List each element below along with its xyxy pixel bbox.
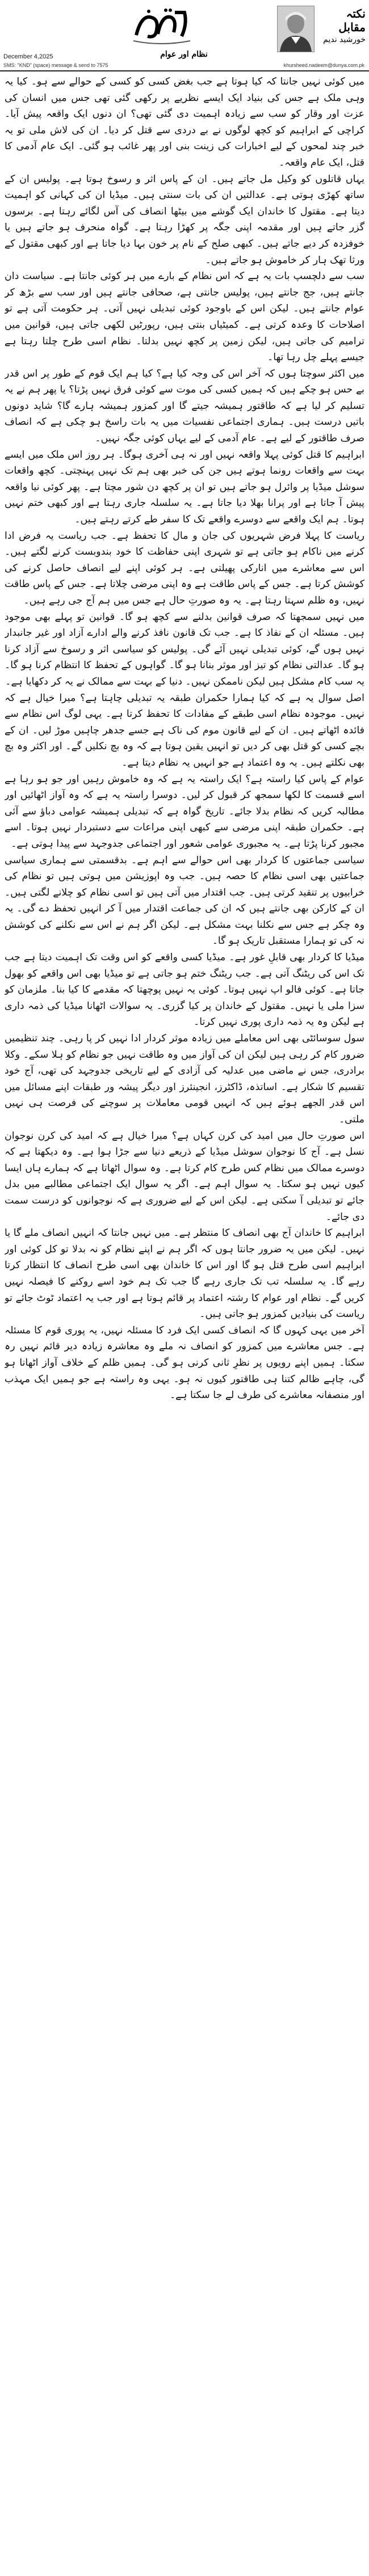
article-paragraph: آخر میں یہی کہوں گا کہ انصاف کسی ایک فرد کا مسئلہ نہیں، یہ پوری قوم کا مسئلہ ہے۔ جس معاشرے میں کمزور کو انصاف نہ ملے وہ معاشرہ زیادہ دیر قائم نہیں رہ سکتا۔ ہمیں اپنے رویوں پر نظرِ ثانی کرنی ہو گی۔ ہمیں ظلم کے خلاف آواز اٹھانا ہو گی، چاہے ظالم کتنا ہی طاقتور کیوں نہ ہو۔ یہی وہ راستہ ہے جو ہمیں ایک مہذب اور منصفانہ معاشرے کی طرف لے جا سکتا ہے۔ <box>5 1324 364 1401</box>
article-paragraph: اس صورتِ حال میں امید کی کرن کہاں ہے؟ میرا خیال ہے کہ امید کی کرن نوجوان نسل ہے۔ آج کا نوجوان سوشل میڈیا کے ذریعے دنیا سے جڑا ہوا ہے۔ وہ دیکھتا ہے کہ دوسرے ممالک میں نظام کس طرح کام کرتا ہے۔ وہ سوال اٹھاتا ہے کہ ہمارے ہاں ایسا کیوں نہیں ہو سکتا۔ یہ سوال اہم ہے۔ اگر یہ سوال ایک اجتماعی مطالبے میں بدل جائے تو تبدیلی آ سکتی ہے۔ لیکن اس کے لیے ضروری ہے کہ نوجوانوں کو درست سمت دی جائے۔ <box>5 1130 364 1223</box>
column-header <box>0 0 369 68</box>
article-paragraph: سب سے دلچسپ بات یہ ہے کہ اس نظام کے بارے میں ہر کوئی جانتا ہے۔ سیاست دان جانتے ہیں، جج جانتے ہیں، پولیس جانتی ہے، صحافی جانتے ہیں اور سب سے بڑھ کر عوام جانتے ہیں۔ لیکن اس کے باوجود کوئی تبدیلی نہیں آتی۔ ہر حکومت آتی ہے تو اصلاحات کا وعدہ کرتی ہے۔ کمیٹیاں بنتی ہیں، رپورٹیں لکھی جاتی ہیں، قوانین میں ترامیم کی جاتی ہیں، لیکن زمین پر کچھ نہیں بدلتا۔ نظام اسی طرح چلتا رہتا ہے جیسے پہلے چل رہا تھا۔ <box>5 271 364 364</box>
article-paragraph: سیاسی جماعتوں کا کردار بھی اس حوالے سے اہم ہے۔ بدقسمتی سے ہماری سیاسی جماعتیں بھی اسی نظام کا حصہ ہیں۔ جب وہ اپوزیشن میں ہوتی ہیں تو نظام کی خرابیوں پر تنقید کرتی ہیں۔ جب اقتدار میں آتی ہیں تو اسی نظام کو چلانے لگتی ہیں۔ ان کے کارکن بھی جانتے ہیں کہ ان کی جماعت اقتدار میں آ کر انہیں تحفظ دے گی۔ یہ وہ چکر ہے جس سے نکلنا بہت مشکل ہے۔ لیکن اگر ہم نے اس سے نکلنے کی کوشش نہ کی تو ہمارا مستقبل تاریک ہو گا۔ <box>5 854 364 947</box>
article-paragraph: میں کوئی نہیں جانتا کہ کیا ہوتا ہے جب بغض کسی کو کسی کے حوالے سے ہو۔ کیا یہ وہی ملک ہے جس کی بنیاد ایک ایسے نظریے پر رکھی گئی تھی جس میں انسان کی عزت اور وقار کو سب سے زیادہ اہمیت دی گئی تھی؟ ان دنوں ایک واقعہ پیش آیا۔ کراچی کے ابراہیم کو کچھ لوگوں نے بے دردی سے قتل کر دیا۔ ان کی لاش ملی تو یہ خبر چند لمحوں کے لیے اخبارات کی زینت بنی اور پھر غائب ہو گئی۔ ایک عام آدمی کا قتل، ایک عام واقعہ۔ <box>5 76 364 168</box>
article-paragraph: یہاں قاتلوں کو وکیل مل جاتے ہیں۔ ان کے پاس اثر و رسوخ ہوتا ہے۔ پولیس ان کے ساتھ کھڑی ہوتی ہے۔ عدالتیں ان کی بات سنتی ہیں۔ میڈیا ان کی کہانی کو اہمیت دیتا ہے۔ مقتول کا خاندان ایک گوشے میں بیٹھا انصاف کی آس لگائے رہتا ہے۔ برسوں گزر جاتے ہیں اور مقدمہ اپنی جگہ پر کھڑا رہتا ہے۔ گواہ منحرف ہو جاتے ہیں یا خوفزدہ کر دیے جاتے ہیں۔ کبھی صلح کے نام پر خون بہا دیا جاتا ہے اور کبھی مقتول کے ورثا تھک ہار کر خاموش ہو جاتے ہیں۔ <box>5 173 364 266</box>
dunya-logo-icon <box>131 1 193 48</box>
author-block <box>213 2 366 54</box>
article-headline: نظام اور عوام <box>160 50 208 59</box>
header-divider <box>0 70 369 71</box>
article-paragraph: میں اکثر سوچتا ہوں کہ آخر اس کی وجہ کیا ہے؟ کیا ہم ایک قوم کے طور پر اس قدر بے حس ہو چکے ہیں کہ ہمیں کسی کی موت سے کوئی فرق نہیں پڑتا؟ یا پھر ہم نے یہ تسلیم کر لیا ہے کہ طاقتور ہمیشہ جیتے گا اور کمزور ہمیشہ ہارے گا؟ شاید دونوں باتیں درست ہیں۔ ہماری اجتماعی نفسیات میں یہ بات راسخ ہو چکی ہے کہ انصاف صرف طاقتور کے لیے ہے۔ عام آدمی کے لیے یہاں کوئی جگہ نہیں۔ <box>5 368 364 445</box>
author-photo <box>277 6 315 52</box>
article-paragraph: ابراہیم کا قتل کوئی پہلا واقعہ نہیں اور نہ ہی آخری ہوگا۔ ہر روز اس ملک میں ایسے بہت سے واقعات رونما ہوتے ہیں جن کی خبر بھی ہم تک نہیں پہنچتی۔ کچھ واقعات سوشل میڈیا پر وائرل ہو جاتے ہیں تو ان پر کچھ دن شور مچتا ہے۔ پھر کوئی نیا واقعہ پیش آ جاتا ہے اور پرانا بھلا دیا جاتا ہے۔ یہ سلسلہ جاری رہتا ہے اور کبھی ختم نہیں ہوتا۔ ہم ایک واقعے سے دوسرے واقعے تک کا سفر طے کرتے رہتے ہیں۔ <box>5 449 364 526</box>
author-name-label: خورشید ندیم <box>323 35 366 44</box>
author-portrait-icon <box>278 6 314 52</box>
author-email-link[interactable]: khursheed.nadeem@dunya.com.pk <box>283 62 364 68</box>
column-name-label: نکتہ مقابل <box>338 7 366 34</box>
article-paragraph: ابراہیم کا خاندان آج بھی انصاف کا منتظر ہے۔ میں نہیں جانتا کہ انہیں انصاف ملے گا یا نہیں۔ لیکن میں یہ ضرور جانتا ہوں کہ اگر ہم نے اپنے نظام کو نہ بدلا تو کل کوئی اور ابراہیم اسی طرح قتل ہو گا اور اس کا خاندان بھی اسی طرح انصاف کا انتظار کرتا رہے گا۔ یہ سلسلہ تب تک جاری رہے گا جب تک ہم خود اسے روکنے کا فیصلہ نہیں کریں گے۔ نظام اور عوام کا رشتہ اعتماد پر قائم ہوتا ہے اور جب یہ اعتماد ٹوٹ جائے تو ریاست کی بنیادیں کمزور ہو جاتی ہیں۔ <box>5 1227 364 1320</box>
article-paragraph: عوام کے پاس کیا راستہ ہے؟ ایک راستہ یہ ہے کہ وہ خاموش رہیں اور جو ہو رہا ہے اسے قسمت کا لکھا سمجھ کر قبول کر لیں۔ دوسرا راستہ یہ ہے کہ وہ آواز اٹھائیں اور مطالبہ کریں کہ نظام بدلا جائے۔ تاریخ گواہ ہے کہ تبدیلی ہمیشہ عوامی دباؤ سے آئی ہے۔ حکمران طبقہ اپنی مرضی سے کبھی اپنی مراعات سے دستبردار نہیں ہوتا۔ اسے مجبور کرنا پڑتا ہے۔ یہ مجبوری عوامی شعور اور اجتماعی جدوجہد سے پیدا ہوتی ہے۔ <box>5 773 364 850</box>
article-paragraph: اصل سوال یہ ہے کہ کیا ہمارا حکمران طبقہ یہ تبدیلی چاہتا ہے؟ میرا خیال ہے کہ نہیں۔ موجودہ نظام اسی طبقے کے مفادات کا تحفظ کرتا ہے۔ یہی لوگ اس نظام سے فائدہ اٹھاتے ہیں۔ ان کے لیے قانون موم کی ناک ہے جسے جدھر چاہیں موڑ لیں۔ ان کے بچے کسی کو قتل بھی کر دیں تو انہیں یقین ہوتا ہے کہ وہ بچ نکلیں گے۔ اور اکثر وہ بچ بھی نکلتے ہیں۔ یہ وہ اعتماد ہے جو انہیں یہ نظام دیتا ہے۔ <box>5 692 364 768</box>
sms-instructions: SMS: "KND" (space) message & send to 7575 <box>3 62 108 68</box>
newspaper-logo[interactable] <box>131 1 193 48</box>
article-paragraph: سول سوسائٹی بھی اس معاملے میں زیادہ موثر کردار ادا نہیں کر پا رہی۔ چند تنظیمیں ضرور کام کر رہی ہیں لیکن ان کی آواز میں وہ طاقت نہیں جو نظام کو ہلا سکے۔ وکلا برادری، جس نے ماضی میں عدلیہ کی آزادی کے لیے تاریخی جدوجہد کی تھی، آج خود تقسیم کا شکار ہے۔ اساتذہ، ڈاکٹرز، انجینئرز اور دیگر پیشہ ور طبقات اپنے مسائل میں اس قدر الجھے ہوئے ہیں کہ انہیں قومی معاملات پر سوچنے کی فرصت ہی نہیں ملتی۔ <box>5 1033 364 1125</box>
article-paragraph: میڈیا کا کردار بھی قابلِ غور ہے۔ میڈیا کسی واقعے کو اس وقت تک اہمیت دیتا ہے جب تک اس کی ریٹنگ آتی ہے۔ جب ریٹنگ ختم ہو جاتی ہے تو میڈیا بھی اس واقعے کو بھول جاتا ہے۔ کوئی فالو اپ نہیں ہوتا۔ کوئی یہ نہیں پوچھتا کہ مقدمے کا کیا بنا۔ ملزمان کو سزا ملی یا نہیں۔ مقتول کے خاندان پر کیا گزری۔ یہ سوالات اٹھانا میڈیا کی ذمہ داری ہے لیکن وہ یہ ذمہ داری پوری نہیں کرتا۔ <box>5 952 364 1028</box>
publication-date: December 4,2025 <box>3 53 53 60</box>
article-paragraph: ریاست کا پہلا فرض شہریوں کی جان و مال کا تحفظ ہے۔ جب ریاست یہ فرض ادا کرنے میں ناکام ہو جاتی ہے تو شہری اپنی حفاظت کا خود بندوبست کرنے لگتے ہیں۔ اس سے معاشرے میں انارکی پھیلتی ہے۔ ہر کوئی اپنے لیے انصاف حاصل کرنے کی کوشش کرتا ہے۔ جس کے پاس طاقت ہے وہ اپنی مرضی چلاتا ہے۔ جس کے پاس طاقت نہیں، وہ ظلم سہتا رہتا ہے۔ یہ وہ صورتِ حال ہے جس میں ہم آج جی رہے ہیں۔ <box>5 530 364 606</box>
article-body <box>5 74 364 2569</box>
article-paragraph: میں نہیں سمجھتا کہ صرف قوانین بدلنے سے کچھ ہو گا۔ قوانین تو پہلے بھی موجود ہیں۔ مسئلہ ان کے نفاذ کا ہے۔ جب تک قانون نافذ کرنے والے ادارے آزاد اور غیر جانبدار نہیں ہوں گے، کوئی تبدیلی نہیں آئے گی۔ پولیس کو سیاسی اثر و رسوخ سے آزاد کرنا ہو گا۔ عدالتی نظام کو تیز اور موثر بنانا ہو گا۔ گواہوں کے تحفظ کا انتظام کرنا ہو گا۔ یہ سب کام مشکل ہیں لیکن ناممکن نہیں۔ دنیا کے بہت سے ممالک نے یہ کر دکھایا ہے۔ <box>5 611 364 687</box>
